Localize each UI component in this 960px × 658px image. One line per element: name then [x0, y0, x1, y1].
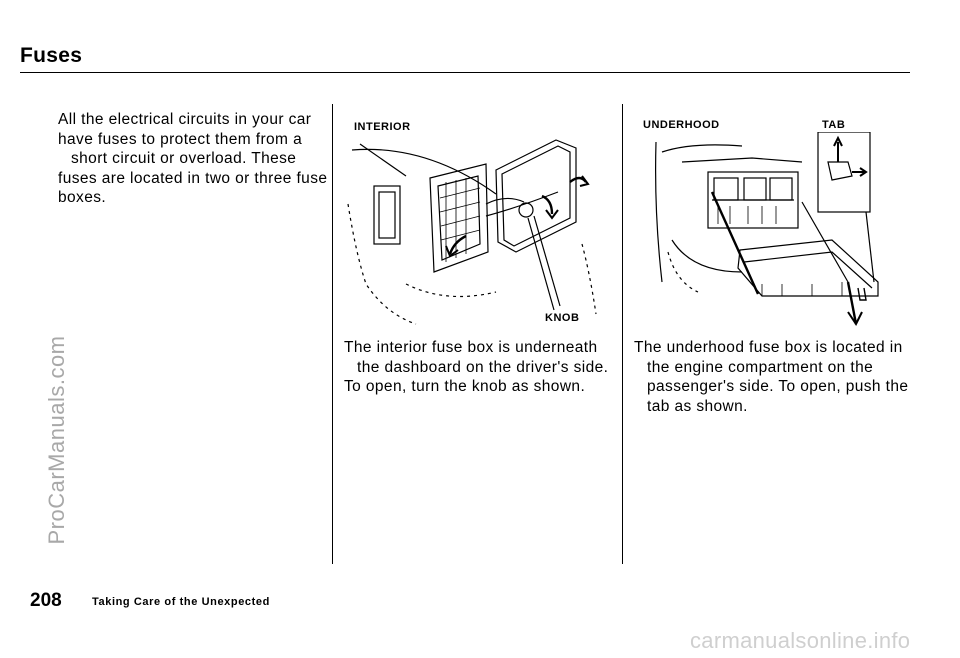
- underhood-fuse-box-illustration: [652, 132, 892, 330]
- intro-line: boxes.: [58, 189, 107, 206]
- interior-figure-label: INTERIOR: [354, 121, 411, 133]
- intro-line: short circuit or overload. These: [71, 150, 297, 167]
- intro-line: All the electrical circuits in your car: [58, 111, 312, 128]
- column-divider-left: [332, 104, 333, 564]
- underhood-line: tab as shown.: [647, 397, 748, 415]
- underhood-line: passenger's side. To open, push the: [647, 378, 909, 395]
- underhood-paragraph: [634, 338, 908, 416]
- page-number: 208: [30, 590, 62, 611]
- interior-line: The interior fuse box is underneath: [344, 339, 598, 356]
- interior-fuse-box-illustration: [346, 134, 600, 330]
- title-rule: [20, 72, 910, 73]
- page-title: Fuses: [20, 44, 83, 67]
- column-divider-right: [622, 104, 623, 564]
- intro-line: fuses are located in two or three fuse: [58, 169, 328, 187]
- interior-line: the dashboard on the driver's side.: [357, 358, 609, 376]
- side-watermark: ProCarManuals.com: [44, 335, 69, 545]
- underhood-figure-label: UNDERHOOD: [643, 119, 720, 131]
- tab-callout: TAB: [822, 119, 846, 131]
- bottom-watermark: carmanualsonline.info: [690, 628, 911, 653]
- underhood-line: The underhood fuse box is located in: [634, 339, 903, 356]
- intro-line: have fuses to protect them from a: [58, 130, 303, 148]
- interior-paragraph: [344, 338, 608, 397]
- intro-paragraph: [58, 110, 327, 208]
- interior-line: To open, turn the knob as shown.: [344, 378, 586, 395]
- underhood-line: the engine compartment on the: [647, 358, 874, 376]
- section-name: Taking Care of the Unexpected: [92, 596, 270, 608]
- knob-callout: KNOB: [545, 312, 580, 324]
